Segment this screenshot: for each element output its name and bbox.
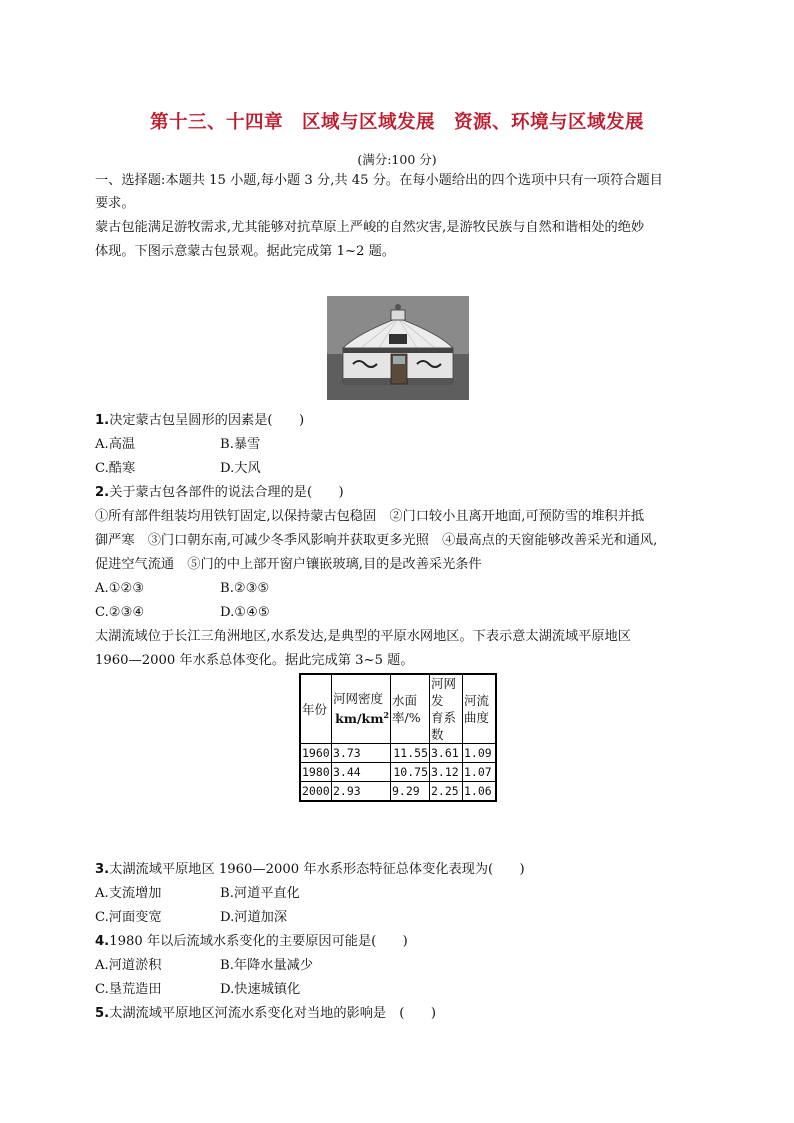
cell-water: 10.75 bbox=[391, 763, 430, 782]
passage-2-line-1: 太湖流域位于长江三角洲地区,水系发达,是典型的平原水网地区。下表示意太湖流域平原地区 bbox=[95, 629, 631, 644]
page-title: 第十三、十四章 区域与区域发展 资源、环境与区域发展 bbox=[149, 112, 644, 133]
question-number: 4. bbox=[95, 934, 110, 949]
q1-option-a[interactable]: A.高温 bbox=[95, 437, 136, 452]
section-intro-line-1: 一、选择题:本题共 15 小题,每小题 3 分,共 45 分。在每小题给出的四个选项中只有一项符合题目 bbox=[95, 173, 663, 188]
question-stem: 太湖流域平原地区 1960—2000 年水系形态特征总体变化表现为( ) bbox=[109, 862, 525, 877]
table-row bbox=[300, 763, 496, 782]
cell-density: 3.44 bbox=[332, 763, 391, 782]
cell-dev: 2.25 bbox=[430, 782, 463, 802]
header-year: 年份 bbox=[300, 674, 332, 744]
full-score-note: (满分:100 分) bbox=[357, 152, 437, 167]
question-1 bbox=[95, 412, 304, 430]
header-density-unit: $km/km^2$ bbox=[335, 710, 389, 727]
table-row bbox=[300, 744, 496, 763]
question-5 bbox=[95, 1005, 436, 1023]
yurt-photo bbox=[327, 296, 469, 400]
cell-dev: 3.61 bbox=[430, 744, 463, 763]
cell-year: 1960 bbox=[300, 744, 332, 763]
q3-option-d[interactable]: D.河道加深 bbox=[220, 910, 288, 925]
q3-option-b[interactable]: B.河道平直化 bbox=[220, 886, 300, 901]
question-3 bbox=[95, 861, 525, 879]
q2-statement-line-2: 御严寒 ③门口朝东南,可减少冬季风影响并获取更多光照 ④最高点的天窗能够改善采光和通风, bbox=[95, 533, 658, 548]
cell-curve: 1.07 bbox=[463, 763, 497, 782]
question-number: 5. bbox=[95, 1006, 110, 1021]
header-density bbox=[332, 674, 391, 744]
cell-density: 2.93 bbox=[332, 782, 391, 802]
q2-option-c[interactable]: C.②③④ bbox=[95, 605, 145, 620]
q1-option-d[interactable]: D.大风 bbox=[220, 461, 261, 476]
q4-option-b[interactable]: B.年降水量减少 bbox=[220, 958, 314, 973]
table-header-row bbox=[300, 674, 496, 744]
q2-statement-line-1: ①所有部件组装均用铁钉固定,以保持蒙古包稳固 ②门口较小且离开地面,可预防雪的堆积并抵 bbox=[95, 509, 645, 524]
passage-2-line-2: 1960—2000 年水系总体变化。据此完成第 3~5 题。 bbox=[95, 653, 414, 668]
q2-statement-line-3: 促进空气流通 ⑤门的中上部开窗户镶嵌玻璃,目的是改善采光条件 bbox=[95, 557, 482, 572]
cell-year: 1980 bbox=[300, 763, 332, 782]
q1-option-c[interactable]: C.酷寒 bbox=[95, 461, 136, 476]
cell-water: 9.29 bbox=[391, 782, 430, 802]
q4-option-a[interactable]: A.河道淤积 bbox=[95, 958, 162, 973]
header-density-name: 河网密度 bbox=[333, 691, 384, 707]
question-stem: 太湖流域平原地区河流水系变化对当地的影响是 ( ) bbox=[109, 1006, 436, 1021]
q2-option-d[interactable]: D.①④⑤ bbox=[220, 605, 270, 620]
question-4 bbox=[95, 933, 408, 951]
cell-density: 3.73 bbox=[332, 744, 391, 763]
question-number: 2. bbox=[95, 485, 110, 500]
q4-option-c[interactable]: C.垦荒造田 bbox=[95, 982, 162, 997]
question-stem: 决定蒙古包呈圆形的因素是( ) bbox=[109, 413, 305, 428]
question-2 bbox=[95, 484, 344, 502]
header-water-ratio: 水面 率/% bbox=[391, 674, 430, 744]
question-number: 1. bbox=[95, 413, 110, 428]
header-river-curvature: 河流 曲度 bbox=[463, 674, 497, 744]
passage-1-line-1: 蒙古包能满足游牧需求,尤其能够对抗草原上严峻的自然灾害,是游牧民族与自然和谐相处的绝妙 bbox=[95, 220, 645, 235]
question-stem: 关于蒙古包各部件的说法合理的是( ) bbox=[109, 485, 344, 500]
q2-option-a[interactable]: A.①②③ bbox=[95, 581, 145, 596]
q3-option-a[interactable]: A.支流增加 bbox=[95, 886, 162, 901]
q3-option-c[interactable]: C.河面变宽 bbox=[95, 910, 162, 925]
section-intro-line-2: 要求。 bbox=[95, 196, 135, 211]
cell-curve: 1.06 bbox=[463, 782, 497, 802]
question-number: 3. bbox=[95, 862, 110, 877]
q1-option-b[interactable]: B.暴雪 bbox=[220, 437, 261, 452]
cell-year: 2000 bbox=[300, 782, 332, 802]
passage-1-line-2: 体现。下图示意蒙古包景观。据此完成第 1~2 题。 bbox=[95, 244, 395, 259]
q2-option-b[interactable]: B.②③⑤ bbox=[220, 581, 270, 596]
cell-curve: 1.09 bbox=[463, 744, 497, 763]
q4-option-d[interactable]: D.快速城镇化 bbox=[220, 982, 301, 997]
cell-dev: 3.12 bbox=[430, 763, 463, 782]
taihu-water-system-table bbox=[299, 673, 497, 802]
question-stem: 1980 年以后流域水系变化的主要原因可能是( ) bbox=[109, 934, 408, 949]
table-row bbox=[300, 782, 496, 802]
cell-water: 11.55 bbox=[391, 744, 430, 763]
header-development-coefficient: 河网 发 育系 数 bbox=[430, 674, 463, 744]
